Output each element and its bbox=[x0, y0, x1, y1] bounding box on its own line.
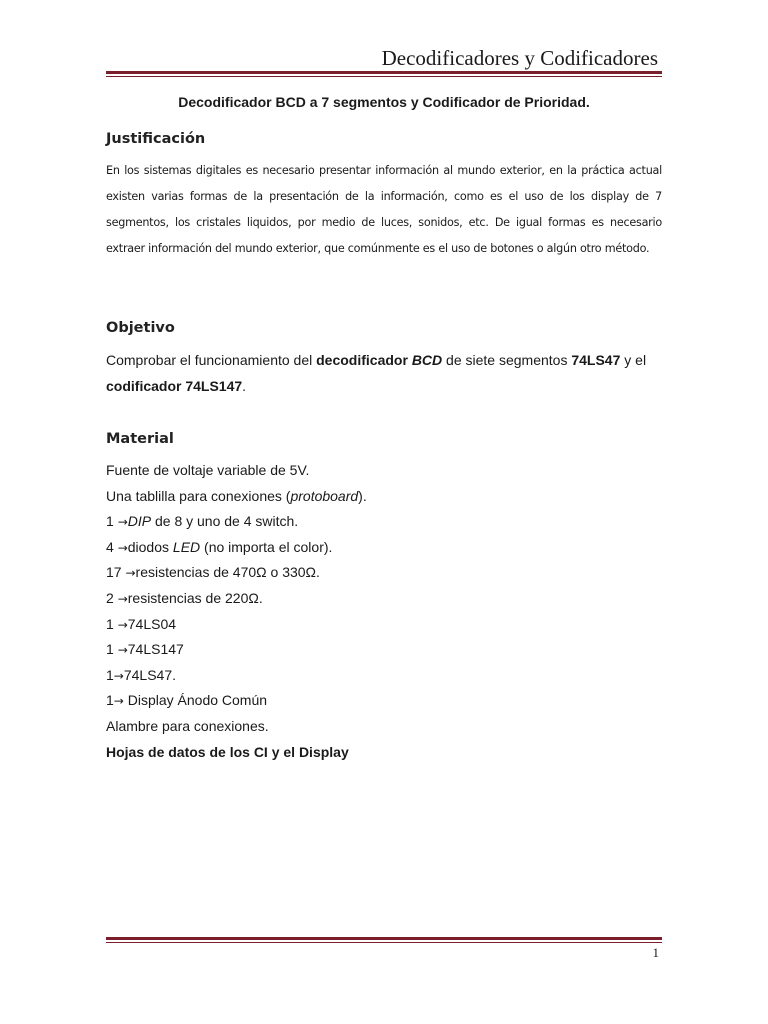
arrow-icon: → bbox=[117, 591, 128, 606]
material-list bbox=[106, 458, 662, 765]
list-item: 1 →74LS04 bbox=[106, 615, 177, 632]
arrow-icon: → bbox=[117, 617, 128, 632]
objective-heading: Objetivo bbox=[106, 320, 175, 336]
arrow-icon: → bbox=[125, 566, 136, 581]
list-item: 1→74LS47. bbox=[106, 666, 177, 683]
list-item: Fuente de voltaje variable de 5V. bbox=[106, 462, 310, 478]
list-item: 1 →DIP de 8 y uno de 4 switch. bbox=[106, 513, 299, 530]
list-item: Hojas de datos de los CI y el Display bbox=[106, 743, 349, 760]
list-item: 1 →74LS147 bbox=[106, 641, 184, 658]
justification-paragraph: En los sistemas digitales es necesario presentar información al mundo exterior, en la práctica actual existen varias formas de la presentación de la información, como es el uso de los display de 7 segmentos, los cristales liquidos, por medio de luces, sonidos, etc. De igual formas es necesario extraer información del mundo exterior, que comúnmente es el uso de botones o algún otro método. bbox=[106, 164, 662, 255]
arrow-icon: → bbox=[117, 643, 128, 658]
arrow-icon: → bbox=[117, 540, 128, 555]
material-heading: Material bbox=[106, 431, 174, 447]
list-item: 4 →diodos LED (no importa el color). bbox=[106, 538, 333, 555]
list-item: 1→ Display Ánodo Común bbox=[106, 692, 268, 709]
list-item: Una tablilla para conexiones (protoboard). bbox=[106, 487, 367, 504]
page-number: 1 bbox=[652, 945, 659, 960]
list-item: 17 →resistencias de 470Ω o 330Ω. bbox=[106, 564, 320, 581]
document-title: Decodificador BCD a 7 segmentos y Codificador de Prioridad. bbox=[178, 94, 590, 110]
list-item: 2 →resistencias de 220Ω. bbox=[106, 589, 263, 606]
arrow-icon: → bbox=[113, 694, 124, 709]
list-item: Alambre para conexiones. bbox=[106, 717, 269, 734]
document-header-title: Decodificadores y Codificadores bbox=[381, 46, 658, 70]
arrow-icon: → bbox=[113, 668, 124, 683]
footer-divider bbox=[106, 937, 662, 943]
header-divider bbox=[106, 71, 662, 77]
objective-paragraph: Comprobar el funcionamiento del decodificador BCD de siete segmentos 74LS47 y el codificador 74LS147. bbox=[106, 352, 647, 394]
arrow-icon: → bbox=[117, 515, 128, 530]
justification-heading: Justificación bbox=[106, 131, 206, 147]
